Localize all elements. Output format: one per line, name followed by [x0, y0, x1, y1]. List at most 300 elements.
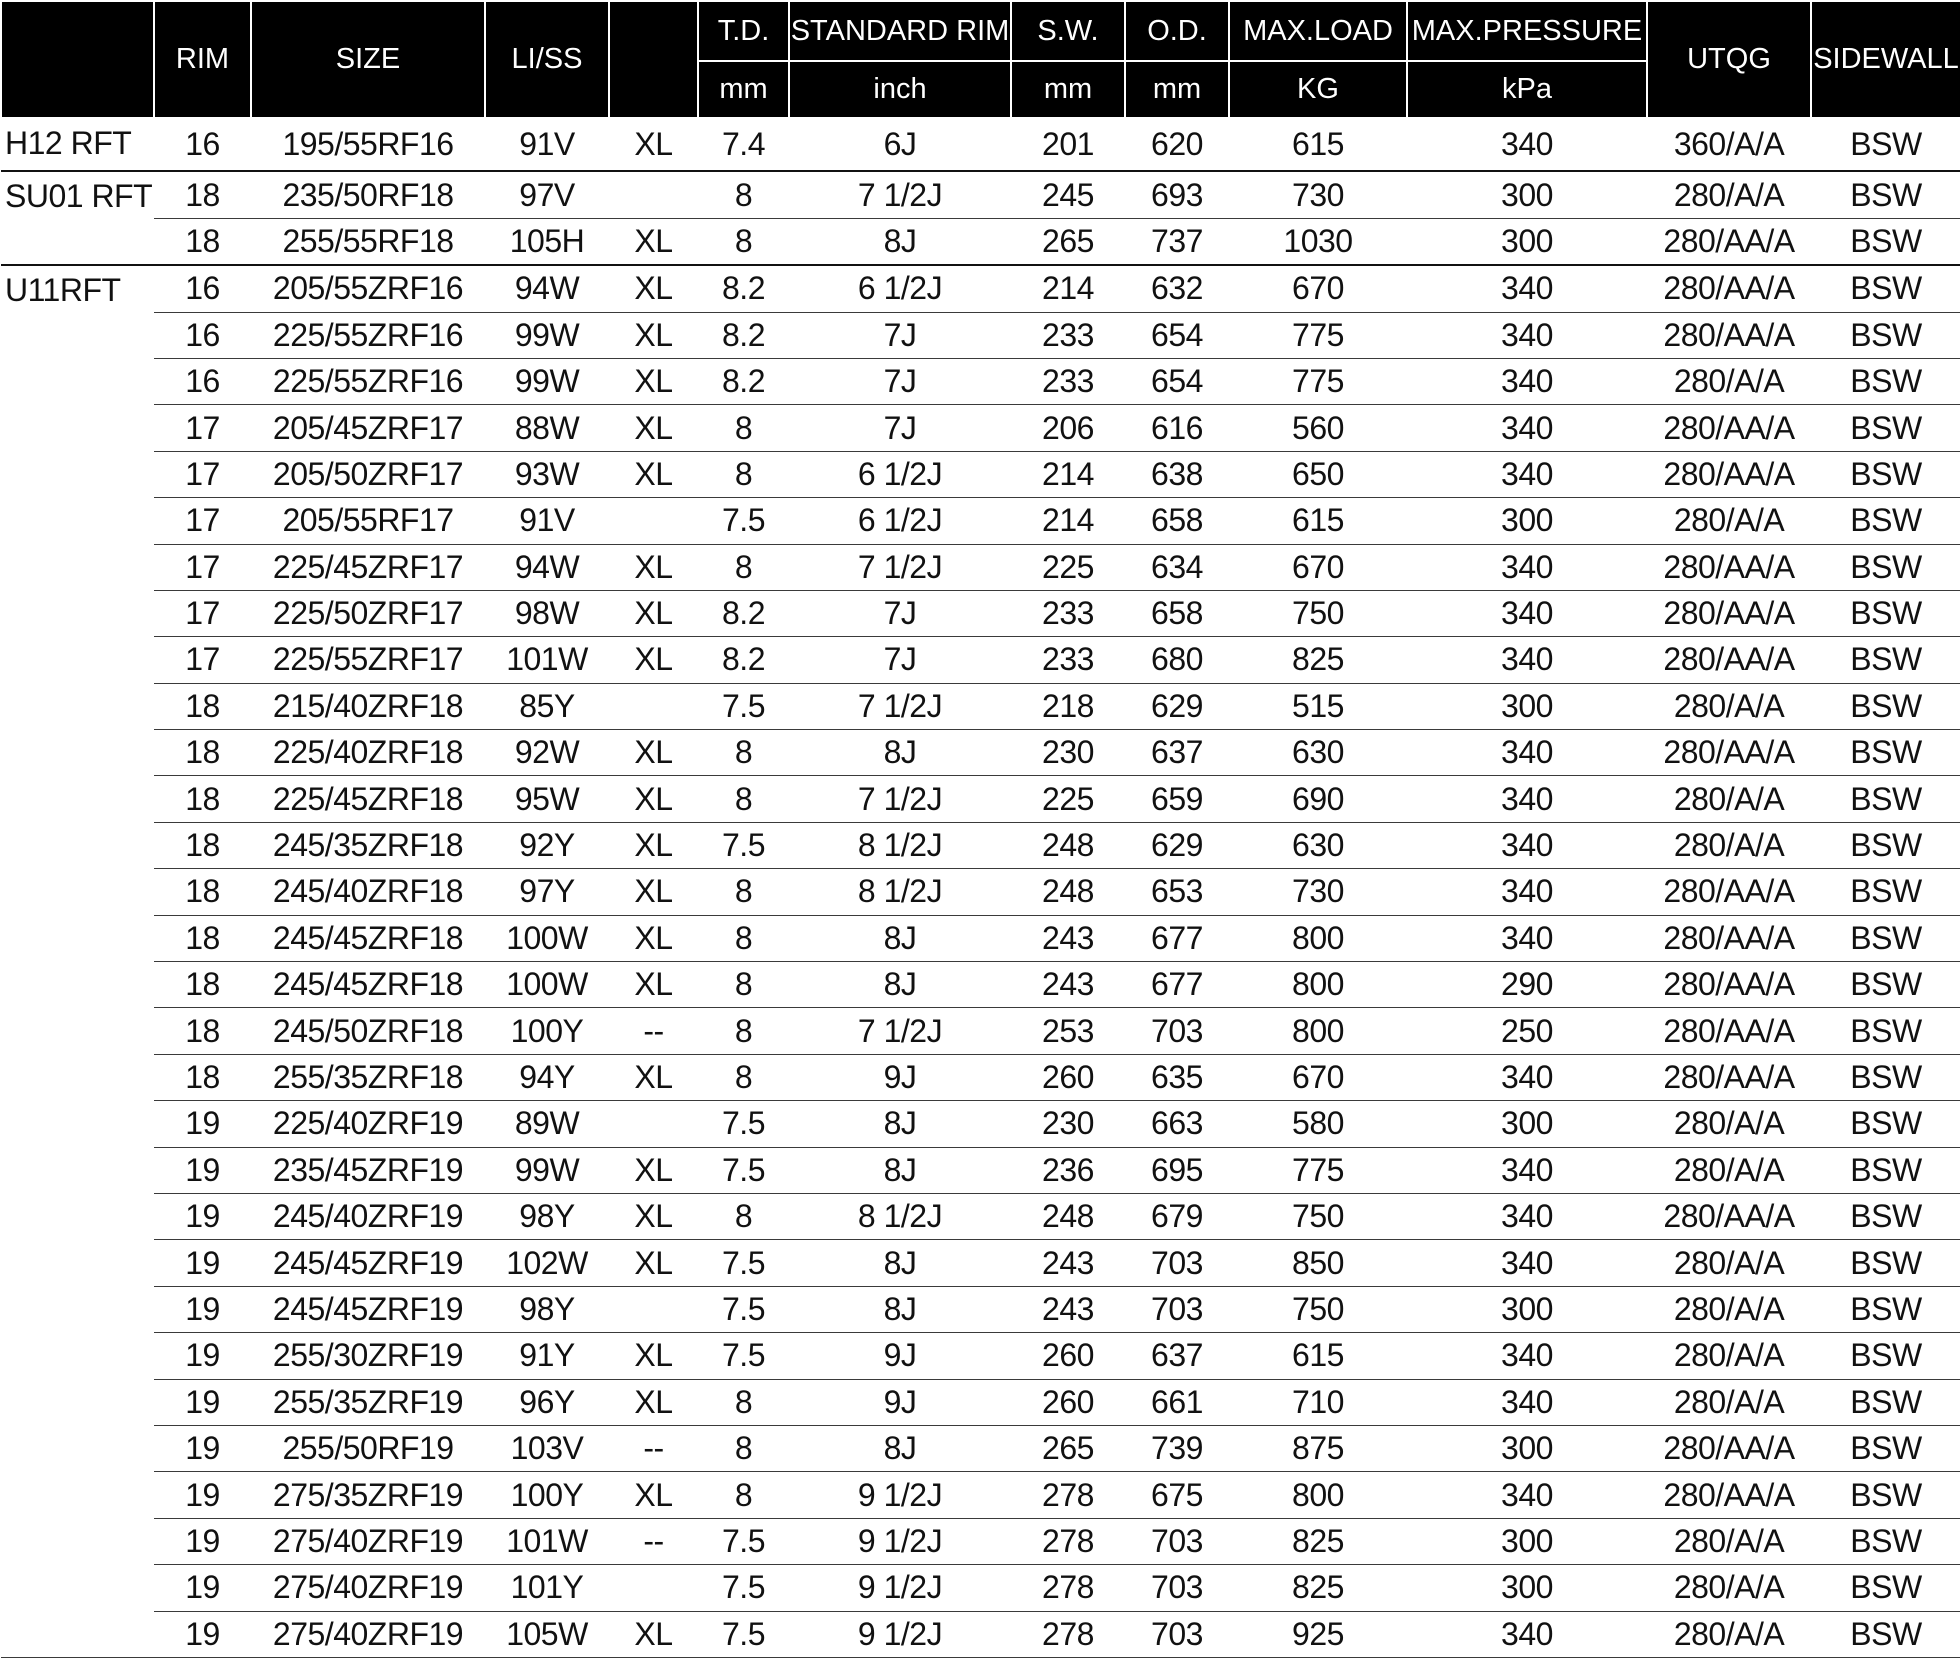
table-row	[1, 312, 1960, 358]
max-pressure-cell: 340	[1407, 590, 1647, 636]
xl-cell: XL	[609, 590, 698, 636]
pattern-cell: H12 RFT	[1, 118, 154, 171]
od-cell: 677	[1125, 962, 1229, 1008]
header-td-unit: mm	[698, 61, 789, 118]
rim-cell: 17	[154, 451, 251, 497]
table-row	[1, 683, 1960, 729]
standard-rim-cell: 7J	[789, 358, 1011, 404]
max-load-cell: 560	[1229, 405, 1407, 451]
standard-rim-cell: 7J	[789, 405, 1011, 451]
standard-rim-cell: 8J	[789, 962, 1011, 1008]
xl-cell: XL	[609, 405, 698, 451]
sw-cell: 218	[1011, 683, 1125, 729]
rim-cell: 18	[154, 869, 251, 915]
xl-cell: XL	[609, 1472, 698, 1518]
od-cell: 693	[1125, 171, 1229, 218]
rim-cell: 19	[154, 1425, 251, 1471]
li-ss-cell: 96Y	[485, 1379, 609, 1425]
xl-cell: --	[609, 1008, 698, 1054]
li-ss-cell: 98Y	[485, 1286, 609, 1332]
sidewall-cell: BSW	[1811, 730, 1960, 776]
max-load-cell: 615	[1229, 1333, 1407, 1379]
td-cell: 8	[698, 1008, 789, 1054]
standard-rim-cell: 9 1/2J	[789, 1518, 1011, 1564]
size-cell: 225/40ZRF19	[251, 1101, 485, 1147]
header-max-pressure-unit: kPa	[1407, 61, 1647, 118]
size-cell: 245/40ZRF18	[251, 869, 485, 915]
od-cell: 680	[1125, 637, 1229, 683]
standard-rim-cell: 7 1/2J	[789, 683, 1011, 729]
od-cell: 703	[1125, 1565, 1229, 1611]
td-cell: 7.5	[698, 822, 789, 868]
max-pressure-cell: 340	[1407, 265, 1647, 312]
od-cell: 703	[1125, 1240, 1229, 1286]
od-cell: 675	[1125, 1472, 1229, 1518]
size-cell: 245/45ZRF19	[251, 1286, 485, 1332]
od-cell: 629	[1125, 822, 1229, 868]
size-cell: 275/40ZRF19	[251, 1518, 485, 1564]
max-load-cell: 775	[1229, 312, 1407, 358]
standard-rim-cell: 9J	[789, 1379, 1011, 1425]
table-row	[1, 218, 1960, 265]
li-ss-cell: 101W	[485, 1518, 609, 1564]
sw-cell: 206	[1011, 405, 1125, 451]
li-ss-cell: 91V	[485, 118, 609, 171]
size-cell: 205/55ZRF16	[251, 265, 485, 312]
od-cell: 661	[1125, 1379, 1229, 1425]
table-row	[1, 544, 1960, 590]
li-ss-cell: 100Y	[485, 1008, 609, 1054]
utqg-cell: 280/A/A	[1647, 1565, 1811, 1611]
utqg-cell: 280/A/A	[1647, 1101, 1811, 1147]
standard-rim-cell: 7 1/2J	[789, 171, 1011, 218]
td-cell: 7.5	[698, 1518, 789, 1564]
max-load-cell: 670	[1229, 544, 1407, 590]
td-cell: 7.5	[698, 1101, 789, 1147]
xl-cell: --	[609, 1518, 698, 1564]
standard-rim-cell: 8J	[789, 915, 1011, 961]
standard-rim-cell: 6 1/2J	[789, 265, 1011, 312]
sidewall-cell: BSW	[1811, 265, 1960, 312]
td-cell: 8	[698, 962, 789, 1008]
od-cell: 737	[1125, 218, 1229, 265]
max-load-cell: 750	[1229, 1286, 1407, 1332]
xl-cell	[609, 171, 698, 218]
sidewall-cell: BSW	[1811, 1472, 1960, 1518]
size-cell: 205/50ZRF17	[251, 451, 485, 497]
td-cell: 8.2	[698, 637, 789, 683]
sidewall-cell: BSW	[1811, 683, 1960, 729]
max-pressure-cell: 300	[1407, 171, 1647, 218]
rim-cell: 17	[154, 405, 251, 451]
max-pressure-cell: 340	[1407, 915, 1647, 961]
rim-cell: 19	[154, 1101, 251, 1147]
xl-cell: XL	[609, 1147, 698, 1193]
max-pressure-cell: 300	[1407, 218, 1647, 265]
max-pressure-cell: 340	[1407, 1240, 1647, 1286]
rim-cell: 17	[154, 498, 251, 544]
xl-cell: XL	[609, 637, 698, 683]
max-pressure-cell: 340	[1407, 1147, 1647, 1193]
header-sw-unit: mm	[1011, 61, 1125, 118]
size-cell: 225/45ZRF18	[251, 776, 485, 822]
size-cell: 245/45ZRF19	[251, 1240, 485, 1286]
od-cell: 634	[1125, 544, 1229, 590]
size-cell: 225/55ZRF16	[251, 312, 485, 358]
max-load-cell: 730	[1229, 171, 1407, 218]
utqg-cell: 280/A/A	[1647, 1333, 1811, 1379]
standard-rim-cell: 7J	[789, 312, 1011, 358]
max-pressure-cell: 340	[1407, 869, 1647, 915]
max-load-cell: 615	[1229, 498, 1407, 544]
xl-cell: XL	[609, 1193, 698, 1239]
max-load-cell: 630	[1229, 822, 1407, 868]
td-cell: 8	[698, 171, 789, 218]
rim-cell: 19	[154, 1147, 251, 1193]
table-row	[1, 1286, 1960, 1332]
sw-cell: 214	[1011, 451, 1125, 497]
li-ss-cell: 99W	[485, 1147, 609, 1193]
size-cell: 225/55ZRF17	[251, 637, 485, 683]
utqg-cell: 280/AA/A	[1647, 915, 1811, 961]
sidewall-cell: BSW	[1811, 1286, 1960, 1332]
od-cell: 635	[1125, 1054, 1229, 1100]
rim-cell: 18	[154, 218, 251, 265]
max-pressure-cell: 300	[1407, 1518, 1647, 1564]
sidewall-cell: BSW	[1811, 1193, 1960, 1239]
li-ss-cell: 97Y	[485, 869, 609, 915]
od-cell: 703	[1125, 1286, 1229, 1332]
header-sw: S.W.	[1011, 1, 1125, 61]
pattern-cell: U11RFT	[1, 265, 154, 1657]
table-row	[1, 1101, 1960, 1147]
xl-cell	[609, 1286, 698, 1332]
utqg-cell: 280/A/A	[1647, 358, 1811, 404]
table-row	[1, 1611, 1960, 1657]
li-ss-cell: 102W	[485, 1240, 609, 1286]
max-load-cell: 690	[1229, 776, 1407, 822]
size-cell: 255/50RF19	[251, 1425, 485, 1471]
max-load-cell: 580	[1229, 1101, 1407, 1147]
rim-cell: 19	[154, 1333, 251, 1379]
max-load-cell: 670	[1229, 1054, 1407, 1100]
max-load-cell: 775	[1229, 358, 1407, 404]
rim-cell: 19	[154, 1565, 251, 1611]
standard-rim-cell: 8J	[789, 1425, 1011, 1471]
td-cell: 7.5	[698, 1565, 789, 1611]
li-ss-cell: 98W	[485, 590, 609, 636]
rim-cell: 18	[154, 822, 251, 868]
max-pressure-cell: 340	[1407, 358, 1647, 404]
max-load-cell: 825	[1229, 637, 1407, 683]
li-ss-cell: 100W	[485, 962, 609, 1008]
standard-rim-cell: 8J	[789, 1240, 1011, 1286]
max-load-cell: 750	[1229, 590, 1407, 636]
max-pressure-cell: 340	[1407, 776, 1647, 822]
od-cell: 632	[1125, 265, 1229, 312]
standard-rim-cell: 6J	[789, 118, 1011, 171]
sw-cell: 260	[1011, 1054, 1125, 1100]
sw-cell: 278	[1011, 1472, 1125, 1518]
rim-cell: 16	[154, 265, 251, 312]
sw-cell: 214	[1011, 498, 1125, 544]
max-pressure-cell: 340	[1407, 312, 1647, 358]
sw-cell: 230	[1011, 730, 1125, 776]
max-pressure-cell: 340	[1407, 822, 1647, 868]
utqg-cell: 280/AA/A	[1647, 1008, 1811, 1054]
table-row	[1, 1425, 1960, 1471]
td-cell: 7.5	[698, 1147, 789, 1193]
table-row	[1, 451, 1960, 497]
sidewall-cell: BSW	[1811, 405, 1960, 451]
sw-cell: 260	[1011, 1379, 1125, 1425]
rim-cell: 17	[154, 590, 251, 636]
max-pressure-cell: 340	[1407, 544, 1647, 590]
utqg-cell: 280/AA/A	[1647, 1425, 1811, 1471]
utqg-cell: 280/A/A	[1647, 498, 1811, 544]
rim-cell: 19	[154, 1472, 251, 1518]
size-cell: 255/55RF18	[251, 218, 485, 265]
td-cell: 7.4	[698, 118, 789, 171]
li-ss-cell: 99W	[485, 358, 609, 404]
header-xl	[609, 1, 698, 118]
max-load-cell: 800	[1229, 915, 1407, 961]
max-pressure-cell: 340	[1407, 1472, 1647, 1518]
table-header	[1, 1, 1960, 118]
max-pressure-cell: 340	[1407, 405, 1647, 451]
standard-rim-cell: 8J	[789, 730, 1011, 776]
sidewall-cell: BSW	[1811, 312, 1960, 358]
td-cell: 7.5	[698, 1286, 789, 1332]
size-cell: 275/35ZRF19	[251, 1472, 485, 1518]
sw-cell: 265	[1011, 1425, 1125, 1471]
table-row	[1, 1379, 1960, 1425]
size-cell: 235/50RF18	[251, 171, 485, 218]
td-cell: 8	[698, 405, 789, 451]
rim-cell: 19	[154, 1286, 251, 1332]
xl-cell	[609, 683, 698, 729]
size-cell: 255/35ZRF18	[251, 1054, 485, 1100]
table-row	[1, 1008, 1960, 1054]
max-pressure-cell: 340	[1407, 451, 1647, 497]
td-cell: 8	[698, 218, 789, 265]
utqg-cell: 280/AA/A	[1647, 962, 1811, 1008]
xl-cell	[609, 498, 698, 544]
size-cell: 225/40ZRF18	[251, 730, 485, 776]
td-cell: 8	[698, 1472, 789, 1518]
li-ss-cell: 91V	[485, 498, 609, 544]
sw-cell: 243	[1011, 915, 1125, 961]
li-ss-cell: 98Y	[485, 1193, 609, 1239]
max-pressure-cell: 300	[1407, 1425, 1647, 1471]
od-cell: 677	[1125, 915, 1229, 961]
table-row	[1, 265, 1960, 312]
utqg-cell: 280/AA/A	[1647, 637, 1811, 683]
utqg-cell: 280/AA/A	[1647, 1054, 1811, 1100]
standard-rim-cell: 9J	[789, 1333, 1011, 1379]
max-pressure-cell: 340	[1407, 1379, 1647, 1425]
utqg-cell: 280/A/A	[1647, 776, 1811, 822]
standard-rim-cell: 8 1/2J	[789, 869, 1011, 915]
rim-cell: 18	[154, 915, 251, 961]
header-pattern	[1, 1, 154, 118]
xl-cell: XL	[609, 451, 698, 497]
td-cell: 8	[698, 869, 789, 915]
max-pressure-cell: 290	[1407, 962, 1647, 1008]
standard-rim-cell: 9 1/2J	[789, 1611, 1011, 1657]
td-cell: 8	[698, 776, 789, 822]
size-cell: 275/40ZRF19	[251, 1611, 485, 1657]
rim-cell: 19	[154, 1611, 251, 1657]
sw-cell: 243	[1011, 962, 1125, 1008]
table-row	[1, 590, 1960, 636]
td-cell: 7.5	[698, 1611, 789, 1657]
max-load-cell: 710	[1229, 1379, 1407, 1425]
td-cell: 8	[698, 915, 789, 961]
max-pressure-cell: 340	[1407, 1333, 1647, 1379]
xl-cell: XL	[609, 962, 698, 1008]
xl-cell: XL	[609, 218, 698, 265]
header-od-unit: mm	[1125, 61, 1229, 118]
sidewall-cell: BSW	[1811, 118, 1960, 171]
standard-rim-cell: 7J	[789, 590, 1011, 636]
max-load-cell: 775	[1229, 1147, 1407, 1193]
li-ss-cell: 94W	[485, 544, 609, 590]
size-cell: 275/40ZRF19	[251, 1565, 485, 1611]
td-cell: 8	[698, 730, 789, 776]
size-cell: 245/35ZRF18	[251, 822, 485, 868]
max-load-cell: 650	[1229, 451, 1407, 497]
table-row	[1, 730, 1960, 776]
od-cell: 653	[1125, 869, 1229, 915]
standard-rim-cell: 8J	[789, 218, 1011, 265]
utqg-cell: 280/AA/A	[1647, 312, 1811, 358]
sidewall-cell: BSW	[1811, 498, 1960, 544]
xl-cell: XL	[609, 776, 698, 822]
utqg-cell: 280/AA/A	[1647, 590, 1811, 636]
rim-cell: 17	[154, 637, 251, 683]
sidewall-cell: BSW	[1811, 1379, 1960, 1425]
od-cell: 658	[1125, 498, 1229, 544]
od-cell: 637	[1125, 1333, 1229, 1379]
xl-cell: XL	[609, 1611, 698, 1657]
xl-cell: XL	[609, 1054, 698, 1100]
od-cell: 654	[1125, 358, 1229, 404]
standard-rim-cell: 7 1/2J	[789, 544, 1011, 590]
td-cell: 7.5	[698, 1240, 789, 1286]
utqg-cell: 280/AA/A	[1647, 451, 1811, 497]
od-cell: 703	[1125, 1008, 1229, 1054]
sw-cell: 248	[1011, 869, 1125, 915]
sidewall-cell: BSW	[1811, 1054, 1960, 1100]
td-cell: 8.2	[698, 590, 789, 636]
max-load-cell: 750	[1229, 1193, 1407, 1239]
table-row	[1, 498, 1960, 544]
sw-cell: 236	[1011, 1147, 1125, 1193]
sw-cell: 230	[1011, 1101, 1125, 1147]
max-pressure-cell: 340	[1407, 1611, 1647, 1657]
max-pressure-cell: 250	[1407, 1008, 1647, 1054]
table-row	[1, 405, 1960, 451]
max-pressure-cell: 340	[1407, 1054, 1647, 1100]
table-row	[1, 171, 1960, 218]
table-row	[1, 1147, 1960, 1193]
table-row	[1, 869, 1960, 915]
utqg-cell: 280/A/A	[1647, 822, 1811, 868]
li-ss-cell: 97V	[485, 171, 609, 218]
rim-cell: 18	[154, 776, 251, 822]
size-cell: 225/45ZRF17	[251, 544, 485, 590]
utqg-cell: 280/A/A	[1647, 1518, 1811, 1564]
header-rim: RIM	[154, 1, 251, 118]
li-ss-cell: 101W	[485, 637, 609, 683]
sw-cell: 225	[1011, 544, 1125, 590]
sidewall-cell: BSW	[1811, 1240, 1960, 1286]
max-load-cell: 670	[1229, 265, 1407, 312]
max-load-cell: 800	[1229, 1472, 1407, 1518]
sidewall-cell: BSW	[1811, 171, 1960, 218]
size-cell: 255/35ZRF19	[251, 1379, 485, 1425]
table-row	[1, 1240, 1960, 1286]
od-cell: 703	[1125, 1611, 1229, 1657]
li-ss-cell: 100Y	[485, 1472, 609, 1518]
li-ss-cell: 99W	[485, 312, 609, 358]
sidewall-cell: BSW	[1811, 1565, 1960, 1611]
sidewall-cell: BSW	[1811, 1008, 1960, 1054]
size-cell: 205/55RF17	[251, 498, 485, 544]
sidewall-cell: BSW	[1811, 1425, 1960, 1471]
xl-cell: XL	[609, 118, 698, 171]
size-cell: 195/55RF16	[251, 118, 485, 171]
sw-cell: 233	[1011, 312, 1125, 358]
table-body	[1, 118, 1960, 1657]
sw-cell: 278	[1011, 1611, 1125, 1657]
li-ss-cell: 85Y	[485, 683, 609, 729]
li-ss-cell: 91Y	[485, 1333, 609, 1379]
od-cell: 654	[1125, 312, 1229, 358]
utqg-cell: 280/AA/A	[1647, 218, 1811, 265]
od-cell: 638	[1125, 451, 1229, 497]
xl-cell	[609, 1101, 698, 1147]
header-standard-rim-unit: inch	[789, 61, 1011, 118]
size-cell: 225/50ZRF17	[251, 590, 485, 636]
sidewall-cell: BSW	[1811, 822, 1960, 868]
sw-cell: 233	[1011, 358, 1125, 404]
utqg-cell: 360/A/A	[1647, 118, 1811, 171]
sw-cell: 265	[1011, 218, 1125, 265]
standard-rim-cell: 8J	[789, 1147, 1011, 1193]
td-cell: 7.5	[698, 683, 789, 729]
li-ss-cell: 92Y	[485, 822, 609, 868]
max-load-cell: 925	[1229, 1611, 1407, 1657]
li-ss-cell: 89W	[485, 1101, 609, 1147]
li-ss-cell: 101Y	[485, 1565, 609, 1611]
max-load-cell: 800	[1229, 962, 1407, 1008]
max-pressure-cell: 340	[1407, 1193, 1647, 1239]
rim-cell: 18	[154, 962, 251, 1008]
sidewall-cell: BSW	[1811, 590, 1960, 636]
rim-cell: 18	[154, 171, 251, 218]
sidewall-cell: BSW	[1811, 869, 1960, 915]
sw-cell: 245	[1011, 171, 1125, 218]
header-utqg: UTQG	[1647, 1, 1811, 118]
li-ss-cell: 92W	[485, 730, 609, 776]
utqg-cell: 280/A/A	[1647, 683, 1811, 729]
header-max-pressure: MAX.PRESSURE	[1407, 1, 1647, 61]
standard-rim-cell: 9 1/2J	[789, 1472, 1011, 1518]
header-li-ss: LI/SS	[485, 1, 609, 118]
li-ss-cell: 100W	[485, 915, 609, 961]
